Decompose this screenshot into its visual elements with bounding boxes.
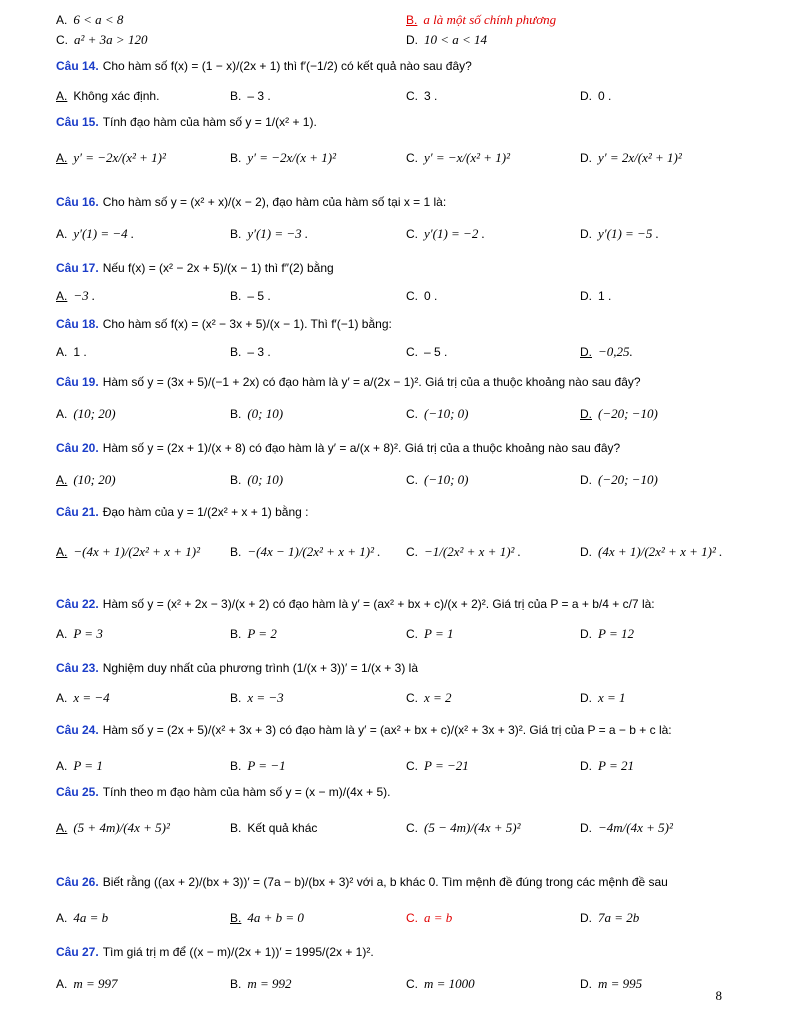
question-text: Cho hàm số f(x) = (x² − 3x + 5)/(x − 1). Thì f′(−1) bằng: <box>102 317 392 331</box>
answer-option[interactable] <box>406 342 447 362</box>
option-letter: C. <box>406 289 418 303</box>
option-text: a² + 3a > 120 <box>74 32 148 47</box>
option-text: – 3 . <box>247 89 271 103</box>
option-text: 7a = 2b <box>598 910 640 925</box>
option-text: −(4x + 1)/(2x² + x + 1)² <box>73 544 200 559</box>
page-number: 8 <box>715 988 722 1003</box>
question-text: Biết rằng ((ax + 2)/(bx + 3))′ = (7a − b)/(bx + 3)² với a, b khác 0. Tìm mệnh đề đúng trong các mệnh đề sau <box>102 875 668 889</box>
option-letter: D. <box>580 89 592 103</box>
option-text: 4a + b = 0 <box>247 910 304 925</box>
answer-option[interactable] <box>406 974 475 994</box>
option-text: x = −3 <box>247 690 284 705</box>
option-text: P = −21 <box>424 758 469 773</box>
option-letter: C. <box>406 821 418 835</box>
answer-option[interactable] <box>406 470 469 490</box>
question-line <box>56 782 756 802</box>
option-text: y′(1) = −2 . <box>424 226 485 241</box>
option-text: m = 997 <box>73 976 118 991</box>
option-text: −4m/(4x + 5)² <box>598 820 673 835</box>
question-line <box>56 658 756 678</box>
answer-option[interactable] <box>56 974 118 994</box>
option-letter: A. <box>56 911 68 925</box>
answer-option[interactable] <box>406 10 556 30</box>
option-text: (−10; 0) <box>424 472 469 487</box>
question-label: Câu 15. <box>56 115 99 129</box>
answer-option[interactable] <box>230 542 380 562</box>
option-text: −(4x − 1)/(2x² + x + 1)² . <box>247 544 381 559</box>
option-text: y′(1) = −4 . <box>73 226 135 241</box>
answer-option[interactable] <box>56 30 147 50</box>
option-text: (5 + 4m)/(4x + 5)² <box>73 820 170 835</box>
answer-option[interactable] <box>230 342 271 362</box>
option-letter: B. <box>230 691 242 705</box>
option-letter: D. <box>580 977 592 991</box>
question-text: Đạo hàm của y = 1/(2x² + x + 1) bằng : <box>102 505 309 519</box>
answer-option[interactable] <box>56 10 123 30</box>
option-letter: B. <box>230 977 242 991</box>
question-label: Câu 14. <box>56 59 99 73</box>
question-label: Câu 24. <box>56 723 99 737</box>
answer-option[interactable] <box>580 756 634 776</box>
question-text: Hàm số y = (2x + 5)/(x² + 3x + 3) có đạo hàm là y′ = (ax² + bx + c)/(x² + 3x + 3)². Giá trị của P = a − b + c là: <box>102 723 672 737</box>
option-letter: C. <box>406 977 418 991</box>
question-label: Câu 25. <box>56 785 99 799</box>
question-label: Câu 17. <box>56 261 99 275</box>
option-letter: A. <box>56 227 68 241</box>
option-letter: C. <box>406 227 418 241</box>
answer-option[interactable] <box>406 688 452 708</box>
answer-option[interactable] <box>580 286 611 306</box>
answer-option[interactable] <box>56 688 110 708</box>
answer-option[interactable] <box>56 286 95 306</box>
option-letter: D. <box>406 33 418 47</box>
option-letter: B. <box>230 627 242 641</box>
option-text: P = 21 <box>598 758 634 773</box>
option-text: (0; 10) <box>247 472 284 487</box>
answer-option[interactable] <box>406 86 437 106</box>
answer-option[interactable] <box>56 470 116 490</box>
option-text: (10; 20) <box>73 406 116 421</box>
option-text: y′ = −x/(x² + 1)² <box>424 150 511 165</box>
answer-option[interactable] <box>580 624 634 644</box>
option-letter: B. <box>406 13 418 27</box>
option-letter: A. <box>56 759 68 773</box>
option-letter: C. <box>406 345 418 359</box>
option-letter: A. <box>56 289 68 303</box>
question-label: Câu 27. <box>56 945 99 959</box>
question-label: Câu 16. <box>56 195 99 209</box>
answer-option[interactable] <box>406 908 452 928</box>
option-text: P = 1 <box>424 626 454 641</box>
option-letter: C. <box>406 407 418 421</box>
option-text: P = 3 <box>73 626 103 641</box>
question-line <box>56 112 756 132</box>
question-text: Cho hàm số y = (x² + x)/(x − 2), đạo hàm của hàm số tại x = 1 là: <box>102 195 447 209</box>
option-letter: B. <box>230 289 242 303</box>
question-label: Câu 19. <box>56 375 99 389</box>
answer-option[interactable] <box>230 624 277 644</box>
option-letter: A. <box>56 977 68 991</box>
option-letter: A. <box>56 821 68 835</box>
answer-option[interactable] <box>230 470 283 490</box>
question-label: Câu 22. <box>56 597 99 611</box>
answer-option[interactable] <box>56 404 116 424</box>
option-text: 6 < a < 8 <box>73 12 124 27</box>
option-letter: D. <box>580 627 592 641</box>
option-letter: A. <box>56 13 68 27</box>
option-letter: A. <box>56 151 68 165</box>
option-text: m = 995 <box>598 976 643 991</box>
answer-option[interactable] <box>56 342 87 362</box>
answer-option[interactable] <box>56 624 103 644</box>
question-label: Câu 26. <box>56 875 99 889</box>
option-text: 0 . <box>598 89 612 103</box>
question-line <box>56 314 756 334</box>
option-letter: B. <box>230 759 242 773</box>
question-text: Tính theo m đạo hàm của hàm số y = (x − m)/(4x + 5). <box>102 785 391 799</box>
option-text: (4x + 1)/(2x² + x + 1)² . <box>598 544 723 559</box>
answer-option[interactable] <box>230 286 271 306</box>
option-letter: D. <box>580 345 592 359</box>
option-letter: D. <box>580 289 592 303</box>
answer-option[interactable] <box>406 818 521 838</box>
answer-option[interactable] <box>406 404 469 424</box>
question-line <box>56 872 756 892</box>
option-letter: C. <box>406 89 418 103</box>
option-letter: B. <box>230 89 242 103</box>
question-text: Nếu f(x) = (x² − 2x + 5)/(x − 1) thì f″(2) bằng <box>102 261 334 275</box>
option-text: – 5 . <box>424 345 448 359</box>
question-line <box>56 594 756 614</box>
question-label: Câu 23. <box>56 661 99 675</box>
answer-option[interactable] <box>580 342 633 362</box>
option-letter: B. <box>230 407 242 421</box>
option-text: P = 1 <box>73 758 103 773</box>
answer-option[interactable] <box>56 542 200 562</box>
option-letter: C. <box>406 545 418 559</box>
option-letter: D. <box>580 911 592 925</box>
answer-option[interactable] <box>406 30 487 50</box>
answer-option[interactable] <box>56 224 134 244</box>
question-line <box>56 942 756 962</box>
question-line <box>56 720 756 740</box>
option-text: x = −4 <box>73 690 110 705</box>
option-text: y′(1) = −5 . <box>598 226 659 241</box>
question-label: Câu 21. <box>56 505 99 519</box>
answer-option[interactable] <box>230 974 292 994</box>
option-text: 10 < a < 14 <box>424 32 488 47</box>
answer-option[interactable] <box>580 404 658 424</box>
answer-option[interactable] <box>230 86 271 106</box>
option-text: 0 . <box>424 289 438 303</box>
question-line <box>56 372 756 392</box>
option-letter: D. <box>580 227 592 241</box>
answer-option[interactable] <box>580 470 658 490</box>
option-text: −3 . <box>73 288 96 303</box>
question-text: Tìm giá trị m để ((x − m)/(2x + 1))′ = 1995/(2x + 1)². <box>102 945 374 959</box>
option-letter: D. <box>580 151 592 165</box>
option-letter: A. <box>56 89 68 103</box>
option-text: (−20; −10) <box>598 406 658 421</box>
option-letter: B. <box>230 227 242 241</box>
option-text: x = 2 <box>424 690 452 705</box>
option-letter: C. <box>406 911 418 925</box>
option-text: P = 12 <box>598 626 634 641</box>
option-text: m = 992 <box>247 976 292 991</box>
option-letter: A. <box>56 691 68 705</box>
option-text: (−20; −10) <box>598 472 658 487</box>
question-label: Câu 20. <box>56 441 99 455</box>
option-text: (5 − 4m)/(4x + 5)² <box>424 820 521 835</box>
option-letter: D. <box>580 821 592 835</box>
option-text: a = b <box>424 910 453 925</box>
option-text: 1 . <box>73 345 87 359</box>
option-letter: A. <box>56 345 68 359</box>
question-line <box>56 56 756 76</box>
option-letter: B. <box>230 151 242 165</box>
option-letter: C. <box>406 759 418 773</box>
option-letter: B. <box>230 545 242 559</box>
answer-option[interactable] <box>230 756 286 776</box>
question-text: Nghiệm duy nhất của phương trình (1/(x + 3))′ = 1/(x + 3) là <box>102 661 418 675</box>
answer-option[interactable] <box>230 818 317 838</box>
option-text: y′ = −2x/(x² + 1)² <box>73 150 166 165</box>
option-letter: B. <box>230 345 242 359</box>
answer-option[interactable] <box>580 86 611 106</box>
answer-option[interactable] <box>580 908 639 928</box>
option-text: Không xác định. <box>73 89 160 103</box>
option-letter: C. <box>406 473 418 487</box>
option-letter: A. <box>56 545 68 559</box>
answer-option[interactable] <box>230 688 284 708</box>
answer-option[interactable] <box>406 624 453 644</box>
answer-option[interactable] <box>230 224 308 244</box>
option-text: m = 1000 <box>424 976 475 991</box>
option-text: – 3 . <box>247 345 271 359</box>
question-text: Hàm số y = (3x + 5)/(−1 + 2x) có đạo hàm là y′ = a/(2x − 1)². Giá trị của a thuộc khoảng nào sau đây? <box>102 375 641 389</box>
option-text: y′ = 2x/(x² + 1)² <box>598 150 682 165</box>
option-letter: A. <box>56 407 68 421</box>
question-text: Tính đạo hàm của hàm số y = 1/(x² + 1). <box>102 115 317 129</box>
option-text: – 5 . <box>247 289 271 303</box>
question-line <box>56 502 756 522</box>
answer-option[interactable] <box>580 688 626 708</box>
answer-option[interactable] <box>406 148 510 168</box>
option-letter: D. <box>580 545 592 559</box>
question-label: Câu 18. <box>56 317 99 331</box>
option-text: y′(1) = −3 . <box>247 226 309 241</box>
question-text: Cho hàm số f(x) = (1 − x)/(2x + 1) thì f′(−1/2) có kết quả nào sau đây? <box>102 59 472 73</box>
answer-option[interactable] <box>56 908 108 928</box>
option-letter: C. <box>406 627 418 641</box>
answer-option[interactable] <box>580 148 682 168</box>
option-text: (10; 20) <box>73 472 116 487</box>
option-text: x = 1 <box>598 690 626 705</box>
question-text: Hàm số y = (x² + 2x − 3)/(x + 2) có đạo hàm là y′ = (ax² + bx + c)/(x + 2)². Giá trị của P = a + b/4 + c/7 là: <box>102 597 655 611</box>
question-line <box>56 258 756 278</box>
option-letter: A. <box>56 627 68 641</box>
option-letter: D. <box>580 691 592 705</box>
option-letter: D. <box>580 407 592 421</box>
option-text: 3 . <box>424 89 438 103</box>
answer-option[interactable] <box>406 224 485 244</box>
option-letter: D. <box>580 473 592 487</box>
option-text: 1 . <box>598 289 612 303</box>
answer-option[interactable] <box>56 86 159 106</box>
option-text: y′ = −2x/(x + 1)² <box>247 150 336 165</box>
option-letter: C. <box>406 151 418 165</box>
answer-option[interactable] <box>580 974 642 994</box>
answer-option[interactable] <box>580 224 659 244</box>
question-line <box>56 192 756 212</box>
option-text: −0,25. <box>598 344 633 359</box>
answer-option[interactable] <box>230 148 336 168</box>
answer-option[interactable] <box>56 756 103 776</box>
option-text: −1/(2x² + x + 1)² . <box>424 544 521 559</box>
option-text: Kết quả khác <box>247 821 318 835</box>
answer-option[interactable] <box>406 286 437 306</box>
option-letter: D. <box>580 759 592 773</box>
option-letter: B. <box>230 821 242 835</box>
option-letter: C. <box>56 33 68 47</box>
option-text: (−10; 0) <box>424 406 469 421</box>
option-letter: B. <box>230 911 242 925</box>
answer-option[interactable] <box>230 404 283 424</box>
option-letter: B. <box>230 473 242 487</box>
option-letter: A. <box>56 473 68 487</box>
option-text: P = −1 <box>247 758 286 773</box>
answer-option[interactable] <box>230 908 304 928</box>
option-letter: C. <box>406 691 418 705</box>
answer-option[interactable] <box>56 818 170 838</box>
option-text: a là một số chính phương <box>423 12 557 27</box>
answer-option[interactable] <box>56 148 166 168</box>
answer-option[interactable] <box>580 542 722 562</box>
option-text: (0; 10) <box>247 406 284 421</box>
option-text: 4a = b <box>73 910 109 925</box>
question-text: Hàm số y = (2x + 1)/(x + 8) có đạo hàm là y′ = a/(x + 8)². Giá trị của a thuộc khoảng nào sau đây? <box>102 441 621 455</box>
answer-option[interactable] <box>406 542 521 562</box>
question-line <box>56 438 756 458</box>
option-text: P = 2 <box>247 626 277 641</box>
answer-option[interactable] <box>406 756 469 776</box>
answer-option[interactable] <box>580 818 673 838</box>
